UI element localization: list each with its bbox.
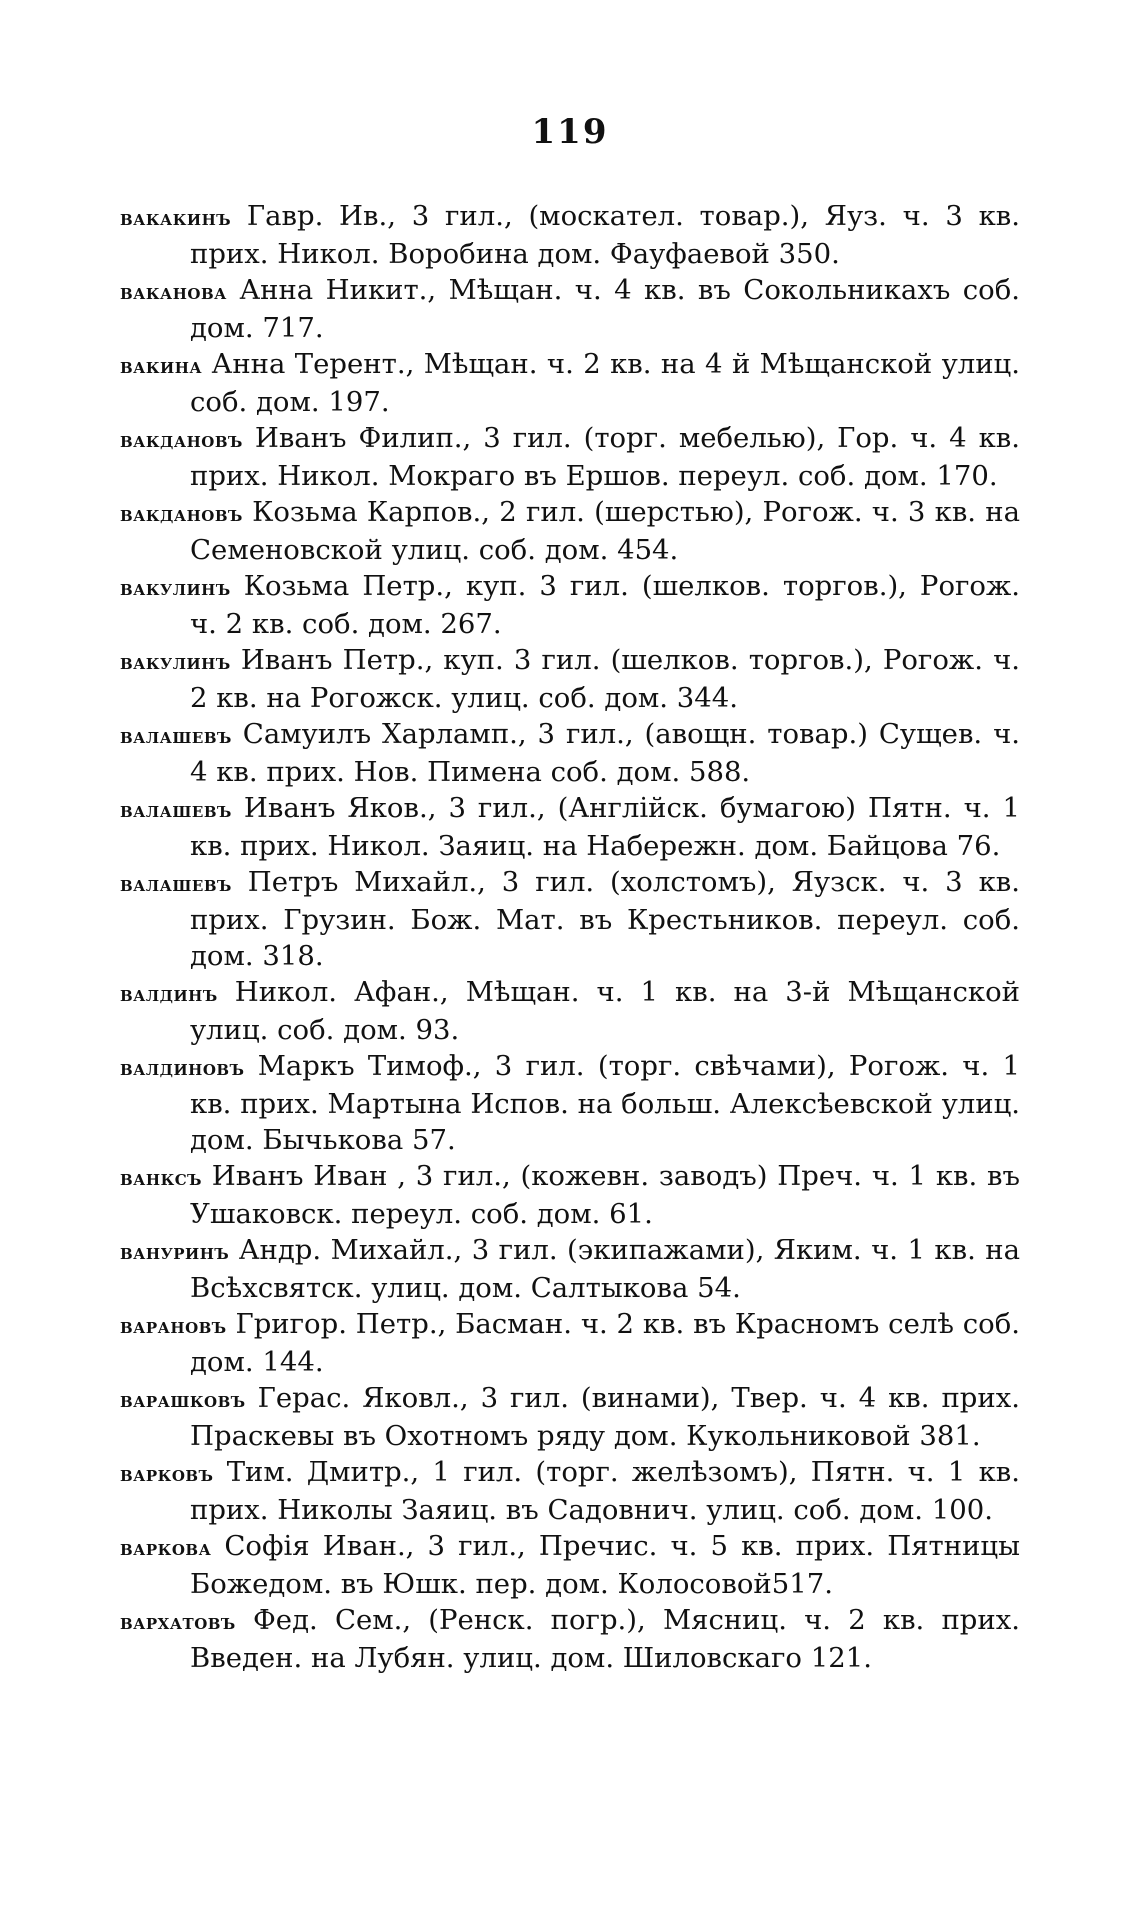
directory-entry xyxy=(120,346,1020,420)
directory-entry xyxy=(120,790,1020,864)
entry-text: Самуилъ Харламп., 3 гил., (авощн. товар.) Сущев. ч. 4 кв. прих. Нов. Пимена соб. дом. 588. xyxy=(190,718,1020,788)
entry-text: Никол. Афан., Мѣщан. ч. 1 кв. на 3-й Мѣщанской улиц. соб. дом. 93. xyxy=(190,976,1020,1046)
entry-surname: варановъ xyxy=(120,1313,227,1338)
entry-text: Анна Терент., Мѣщан. ч. 2 кв. на 4 й Мѣщанской улиц. соб. дом. 197. xyxy=(190,348,1020,418)
entry-text: Иванъ Петр., куп. 3 гил. (шелков. торгов.), Рогож. ч. 2 кв. на Рогожск. улиц. соб. дом. 344. xyxy=(190,644,1020,714)
entry-text: Иванъ Филип., 3 гил. (торг. мебелью), Гор. ч. 4 кв. прих. Никол. Мокраго въ Ершов. переул. соб. дом. 170. xyxy=(190,422,1021,492)
entry-surname: вакдановъ xyxy=(120,427,243,452)
entry-surname: вакакинъ xyxy=(120,205,232,230)
directory-entry xyxy=(120,198,1020,272)
directory-entry xyxy=(120,1454,1020,1528)
entry-surname: ванксъ xyxy=(120,1165,202,1190)
entry-surname: вакдановъ xyxy=(120,501,243,526)
entry-text: Анна Никит., Мѣщан. ч. 4 кв. въ Сокольникахъ соб. дом. 717. xyxy=(190,274,1021,344)
directory-entry xyxy=(120,1048,1020,1158)
entry-text: Петръ Михайл., 3 гил. (холстомъ), Яузск. ч. 3 кв. прих. Грузин. Бож. Мат. въ Крестьников. переул. соб. дом. 318. xyxy=(190,866,1020,972)
entry-surname: вакулинъ xyxy=(120,649,231,674)
entry-text: Козьма Петр., куп. 3 гил. (шелков. торгов.), Рогож. ч. 2 кв. соб. дом. 267. xyxy=(190,570,1020,640)
entry-surname: валашевъ xyxy=(120,723,232,748)
entry-surname: варашковъ xyxy=(120,1387,246,1412)
directory-entry xyxy=(120,642,1020,716)
directory-entry xyxy=(120,864,1020,974)
entry-surname: валашевъ xyxy=(120,797,232,822)
directory-entry xyxy=(120,716,1020,790)
directory-entry xyxy=(120,1232,1020,1306)
entry-text: Козьма Карпов., 2 гил. (шерстью), Рогож. ч. 3 кв. на Семеновской улиц. соб. дом. 454. xyxy=(190,496,1020,566)
entry-text: Герас. Яковл., 3 гил. (винами), Твер. ч. 4 кв. прих. Праскевы въ Охотномъ ряду дом. Кукольниковой 381. xyxy=(190,1382,1020,1452)
entry-text: Тим. Дмитр., 1 гил. (торг. желѣзомъ), Пятн. ч. 1 кв. прих. Николы Заяиц. въ Садовнич. улиц. соб. дом. 100. xyxy=(190,1456,1021,1526)
directory-entry xyxy=(120,974,1020,1048)
page-number: 119 xyxy=(531,112,609,152)
directory-entry xyxy=(120,272,1020,346)
directory-entry xyxy=(120,1380,1020,1454)
entry-surname: валдинъ xyxy=(120,981,218,1006)
entry-surname: ваканова xyxy=(120,279,227,304)
directory-entry xyxy=(120,1158,1020,1232)
directory-entry xyxy=(120,1306,1020,1380)
entry-surname: вархатовъ xyxy=(120,1609,236,1634)
entry-text: Иванъ Иван , 3 гил., (кожевн. заводъ) Преч. ч. 1 кв. въ Ушаковск. переул. соб. дом. 61. xyxy=(190,1160,1020,1230)
entry-text: Гавр. Ив., 3 гил., (москател. товар.), Яуз. ч. 3 кв. прих. Никол. Воробина дом. Фауфаевой 350. xyxy=(190,200,1020,270)
directory-entry xyxy=(120,420,1020,494)
entry-text: Фед. Сем., (Ренск. погр.), Мясниц. ч. 2 кв. прих. Введен. на Лубян. улиц. дом. Шиловскаго 121. xyxy=(190,1604,1020,1674)
entry-surname: вакулинъ xyxy=(120,575,231,600)
entry-text: Андр. Михайл., 3 гил. (экипажами), Яким. ч. 1 кв. на Всѣхсвятск. улиц. дом. Салтыкова 54. xyxy=(190,1234,1021,1304)
entry-text: Иванъ Яков., 3 гил., (Англійск. бумагою) Пятн. ч. 1 кв. прих. Никол. Заяиц. на Набережн. дом. Байцова 76. xyxy=(190,792,1020,862)
entry-text: Маркъ Тимоф., 3 гил. (торг. свѣчами), Рогож. ч. 1 кв. прих. Мартына Испов. на больш. Алексѣевской улиц. дом. Бычькова 57. xyxy=(190,1050,1021,1156)
entry-surname: варкова xyxy=(120,1535,212,1560)
directory-entries xyxy=(120,198,1020,1676)
directory-entry xyxy=(120,494,1020,568)
entry-surname: валдиновъ xyxy=(120,1055,245,1080)
directory-entry xyxy=(120,568,1020,642)
entry-surname: варковъ xyxy=(120,1461,214,1486)
entry-surname: вакина xyxy=(120,353,203,378)
entry-text: Григор. Петр., Басман. ч. 2 кв. въ Красномъ селѣ соб. дом. 144. xyxy=(190,1308,1020,1378)
entry-surname: вануринъ xyxy=(120,1239,230,1264)
directory-entry xyxy=(120,1528,1020,1602)
entry-surname: валашевъ xyxy=(120,871,232,896)
directory-entry xyxy=(120,1602,1020,1676)
entry-text: Софія Иван., 3 гил., Пречис. ч. 5 кв. прих. Пятницы Божедом. въ Юшк. пер. дом. Колосовой517. xyxy=(190,1530,1020,1600)
